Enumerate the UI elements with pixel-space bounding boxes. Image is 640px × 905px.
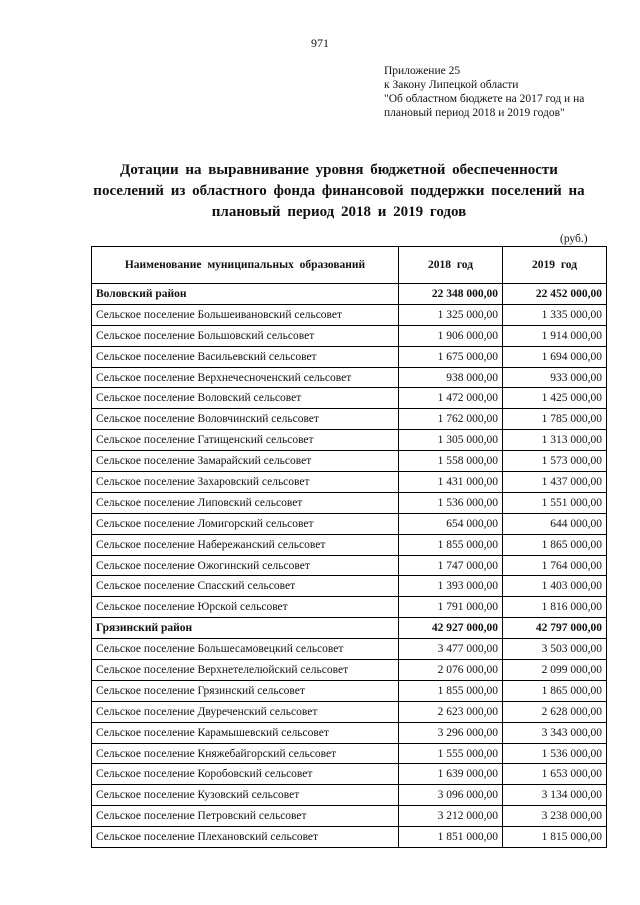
cell-2018: 1 431 000,00 — [399, 472, 503, 493]
cell-name: Сельское поселение Карамышевский сельсовет — [92, 722, 399, 743]
table-row — [92, 388, 607, 409]
cell-2019: 3 503 000,00 — [503, 639, 607, 660]
cell-2018: 1 472 000,00 — [399, 388, 503, 409]
cell-2019: 1 785 000,00 — [503, 409, 607, 430]
cell-2018: 1 906 000,00 — [399, 325, 503, 346]
table-row — [92, 639, 607, 660]
cell-2018: 3 477 000,00 — [399, 639, 503, 660]
cell-2018: 1 536 000,00 — [399, 492, 503, 513]
table-row — [92, 680, 607, 701]
cell-2019: 1 403 000,00 — [503, 576, 607, 597]
cell-2019: 3 134 000,00 — [503, 785, 607, 806]
cell-2018: 2 076 000,00 — [399, 660, 503, 681]
cell-2019: 3 238 000,00 — [503, 806, 607, 827]
cell-name: Сельское поселение Кузовский сельсовет — [92, 785, 399, 806]
cell-name: Сельское поселение Липовский сельсовет — [92, 492, 399, 513]
table-row — [92, 743, 607, 764]
title-line: поселений из областного фонда финансовой поддержки поселений на — [93, 183, 585, 199]
cell-name: Грязинский район — [92, 618, 399, 639]
table-row — [92, 764, 607, 785]
header-2018: 2018 год — [399, 247, 503, 284]
annex-line: Приложение 25 — [384, 65, 461, 77]
table-row — [92, 785, 607, 806]
table-row — [92, 367, 607, 388]
cell-name: Сельское поселение Воловский сельсовет — [92, 388, 399, 409]
cell-name: Сельское поселение Верхнечесноченский сельсовет — [92, 367, 399, 388]
cell-name: Сельское поселение Двуреченский сельсовет — [92, 701, 399, 722]
cell-2019: 42 797 000,00 — [503, 618, 607, 639]
title-line: плановый период 2018 и 2019 годов — [211, 204, 467, 220]
annex-line: плановый период 2018 и 2019 годов" — [384, 107, 565, 119]
cell-name: Сельское поселение Большеивановский сельсовет — [92, 304, 399, 325]
cell-2019: 1 573 000,00 — [503, 451, 607, 472]
cell-name: Сельское поселение Юрской сельсовет — [92, 597, 399, 618]
cell-2019: 22 452 000,00 — [503, 284, 607, 305]
cell-2019: 1 335 000,00 — [503, 304, 607, 325]
table-row — [92, 576, 607, 597]
cell-2018: 42 927 000,00 — [399, 618, 503, 639]
cell-2019: 1 764 000,00 — [503, 555, 607, 576]
cell-2019: 1 694 000,00 — [503, 346, 607, 367]
document-title — [84, 160, 594, 223]
cell-2019: 644 000,00 — [503, 513, 607, 534]
cell-2019: 1 865 000,00 — [503, 534, 607, 555]
cell-name: Сельское поселение Ожогинский сельсовет — [92, 555, 399, 576]
cell-2018: 1 639 000,00 — [399, 764, 503, 785]
header-2019: 2019 год — [503, 247, 607, 284]
cell-2018: 1 747 000,00 — [399, 555, 503, 576]
cell-2018: 1 851 000,00 — [399, 827, 503, 848]
table-row — [92, 827, 607, 848]
cell-2018: 1 675 000,00 — [399, 346, 503, 367]
table-row — [92, 304, 607, 325]
cell-2019: 1 437 000,00 — [503, 472, 607, 493]
table-row — [92, 722, 607, 743]
cell-2018: 1 555 000,00 — [399, 743, 503, 764]
table-row — [92, 513, 607, 534]
cell-2018: 654 000,00 — [399, 513, 503, 534]
page-number: 971 — [311, 36, 329, 50]
cell-name: Сельское поселение Княжебайгорский сельсовет — [92, 743, 399, 764]
cell-2019: 1 816 000,00 — [503, 597, 607, 618]
table-row — [92, 472, 607, 493]
cell-name: Сельское поселение Набережанский сельсовет — [92, 534, 399, 555]
cell-2019: 2 628 000,00 — [503, 701, 607, 722]
cell-2018: 1 855 000,00 — [399, 534, 503, 555]
cell-2018: 2 623 000,00 — [399, 701, 503, 722]
cell-2018: 1 558 000,00 — [399, 451, 503, 472]
table-row — [92, 492, 607, 513]
cell-2018: 938 000,00 — [399, 367, 503, 388]
annex-line: "Об областном бюджете на 2017 год и на — [384, 93, 585, 105]
header-name: Наименование муниципальных образований — [92, 247, 399, 284]
cell-2019: 3 343 000,00 — [503, 722, 607, 743]
cell-name: Сельское поселение Замарайский сельсовет — [92, 451, 399, 472]
district-row — [92, 618, 607, 639]
cell-2019: 933 000,00 — [503, 367, 607, 388]
cell-2018: 1 791 000,00 — [399, 597, 503, 618]
annex-note — [384, 64, 584, 120]
table-row — [92, 409, 607, 430]
cell-2019: 1 425 000,00 — [503, 388, 607, 409]
table-row — [92, 701, 607, 722]
cell-2019: 1 914 000,00 — [503, 325, 607, 346]
cell-2018: 3 212 000,00 — [399, 806, 503, 827]
cell-name: Сельское поселение Захаровский сельсовет — [92, 472, 399, 493]
table-row — [92, 430, 607, 451]
cell-2019: 1 815 000,00 — [503, 827, 607, 848]
cell-2018: 1 305 000,00 — [399, 430, 503, 451]
table-row — [92, 534, 607, 555]
cell-name: Сельское поселение Большовский сельсовет — [92, 325, 399, 346]
table-row — [92, 346, 607, 367]
table-row — [92, 555, 607, 576]
table-row — [92, 597, 607, 618]
cell-name: Сельское поселение Ломигорский сельсовет — [92, 513, 399, 534]
cell-name: Сельское поселение Гатищенский сельсовет — [92, 430, 399, 451]
title-line: Дотации на выравнивание уровня бюджетной обеспеченности — [120, 162, 558, 178]
cell-2018: 22 348 000,00 — [399, 284, 503, 305]
table-row — [92, 451, 607, 472]
units-label: (руб.) — [560, 233, 588, 245]
cell-2018: 1 762 000,00 — [399, 409, 503, 430]
cell-2019: 1 313 000,00 — [503, 430, 607, 451]
cell-name: Сельское поселение Коробовский сельсовет — [92, 764, 399, 785]
cell-name: Сельское поселение Воловчинский сельсовет — [92, 409, 399, 430]
cell-name: Сельское поселение Грязинский сельсовет — [92, 680, 399, 701]
cell-2018: 3 296 000,00 — [399, 722, 503, 743]
table-row — [92, 660, 607, 681]
cell-2019: 1 653 000,00 — [503, 764, 607, 785]
cell-name: Сельское поселение Плехановский сельсовет — [92, 827, 399, 848]
cell-name: Сельское поселение Большесамовецкий сельсовет — [92, 639, 399, 660]
cell-2018: 1 325 000,00 — [399, 304, 503, 325]
cell-name: Воловский район — [92, 284, 399, 305]
cell-2019: 2 099 000,00 — [503, 660, 607, 681]
subsidies-table — [91, 246, 607, 848]
cell-2018: 3 096 000,00 — [399, 785, 503, 806]
cell-name: Сельское поселение Спасский сельсовет — [92, 576, 399, 597]
cell-2019: 1 536 000,00 — [503, 743, 607, 764]
district-row — [92, 284, 607, 305]
cell-2019: 1 551 000,00 — [503, 492, 607, 513]
cell-name: Сельское поселение Верхнетелелюйский сельсовет — [92, 660, 399, 681]
cell-2018: 1 393 000,00 — [399, 576, 503, 597]
cell-2018: 1 855 000,00 — [399, 680, 503, 701]
cell-name: Сельское поселение Васильевский сельсовет — [92, 346, 399, 367]
table-row — [92, 806, 607, 827]
cell-name: Сельское поселение Петровский сельсовет — [92, 806, 399, 827]
table-header-row — [92, 247, 607, 284]
table-row — [92, 325, 607, 346]
cell-2019: 1 865 000,00 — [503, 680, 607, 701]
annex-line: к Закону Липецкой области — [384, 79, 519, 91]
